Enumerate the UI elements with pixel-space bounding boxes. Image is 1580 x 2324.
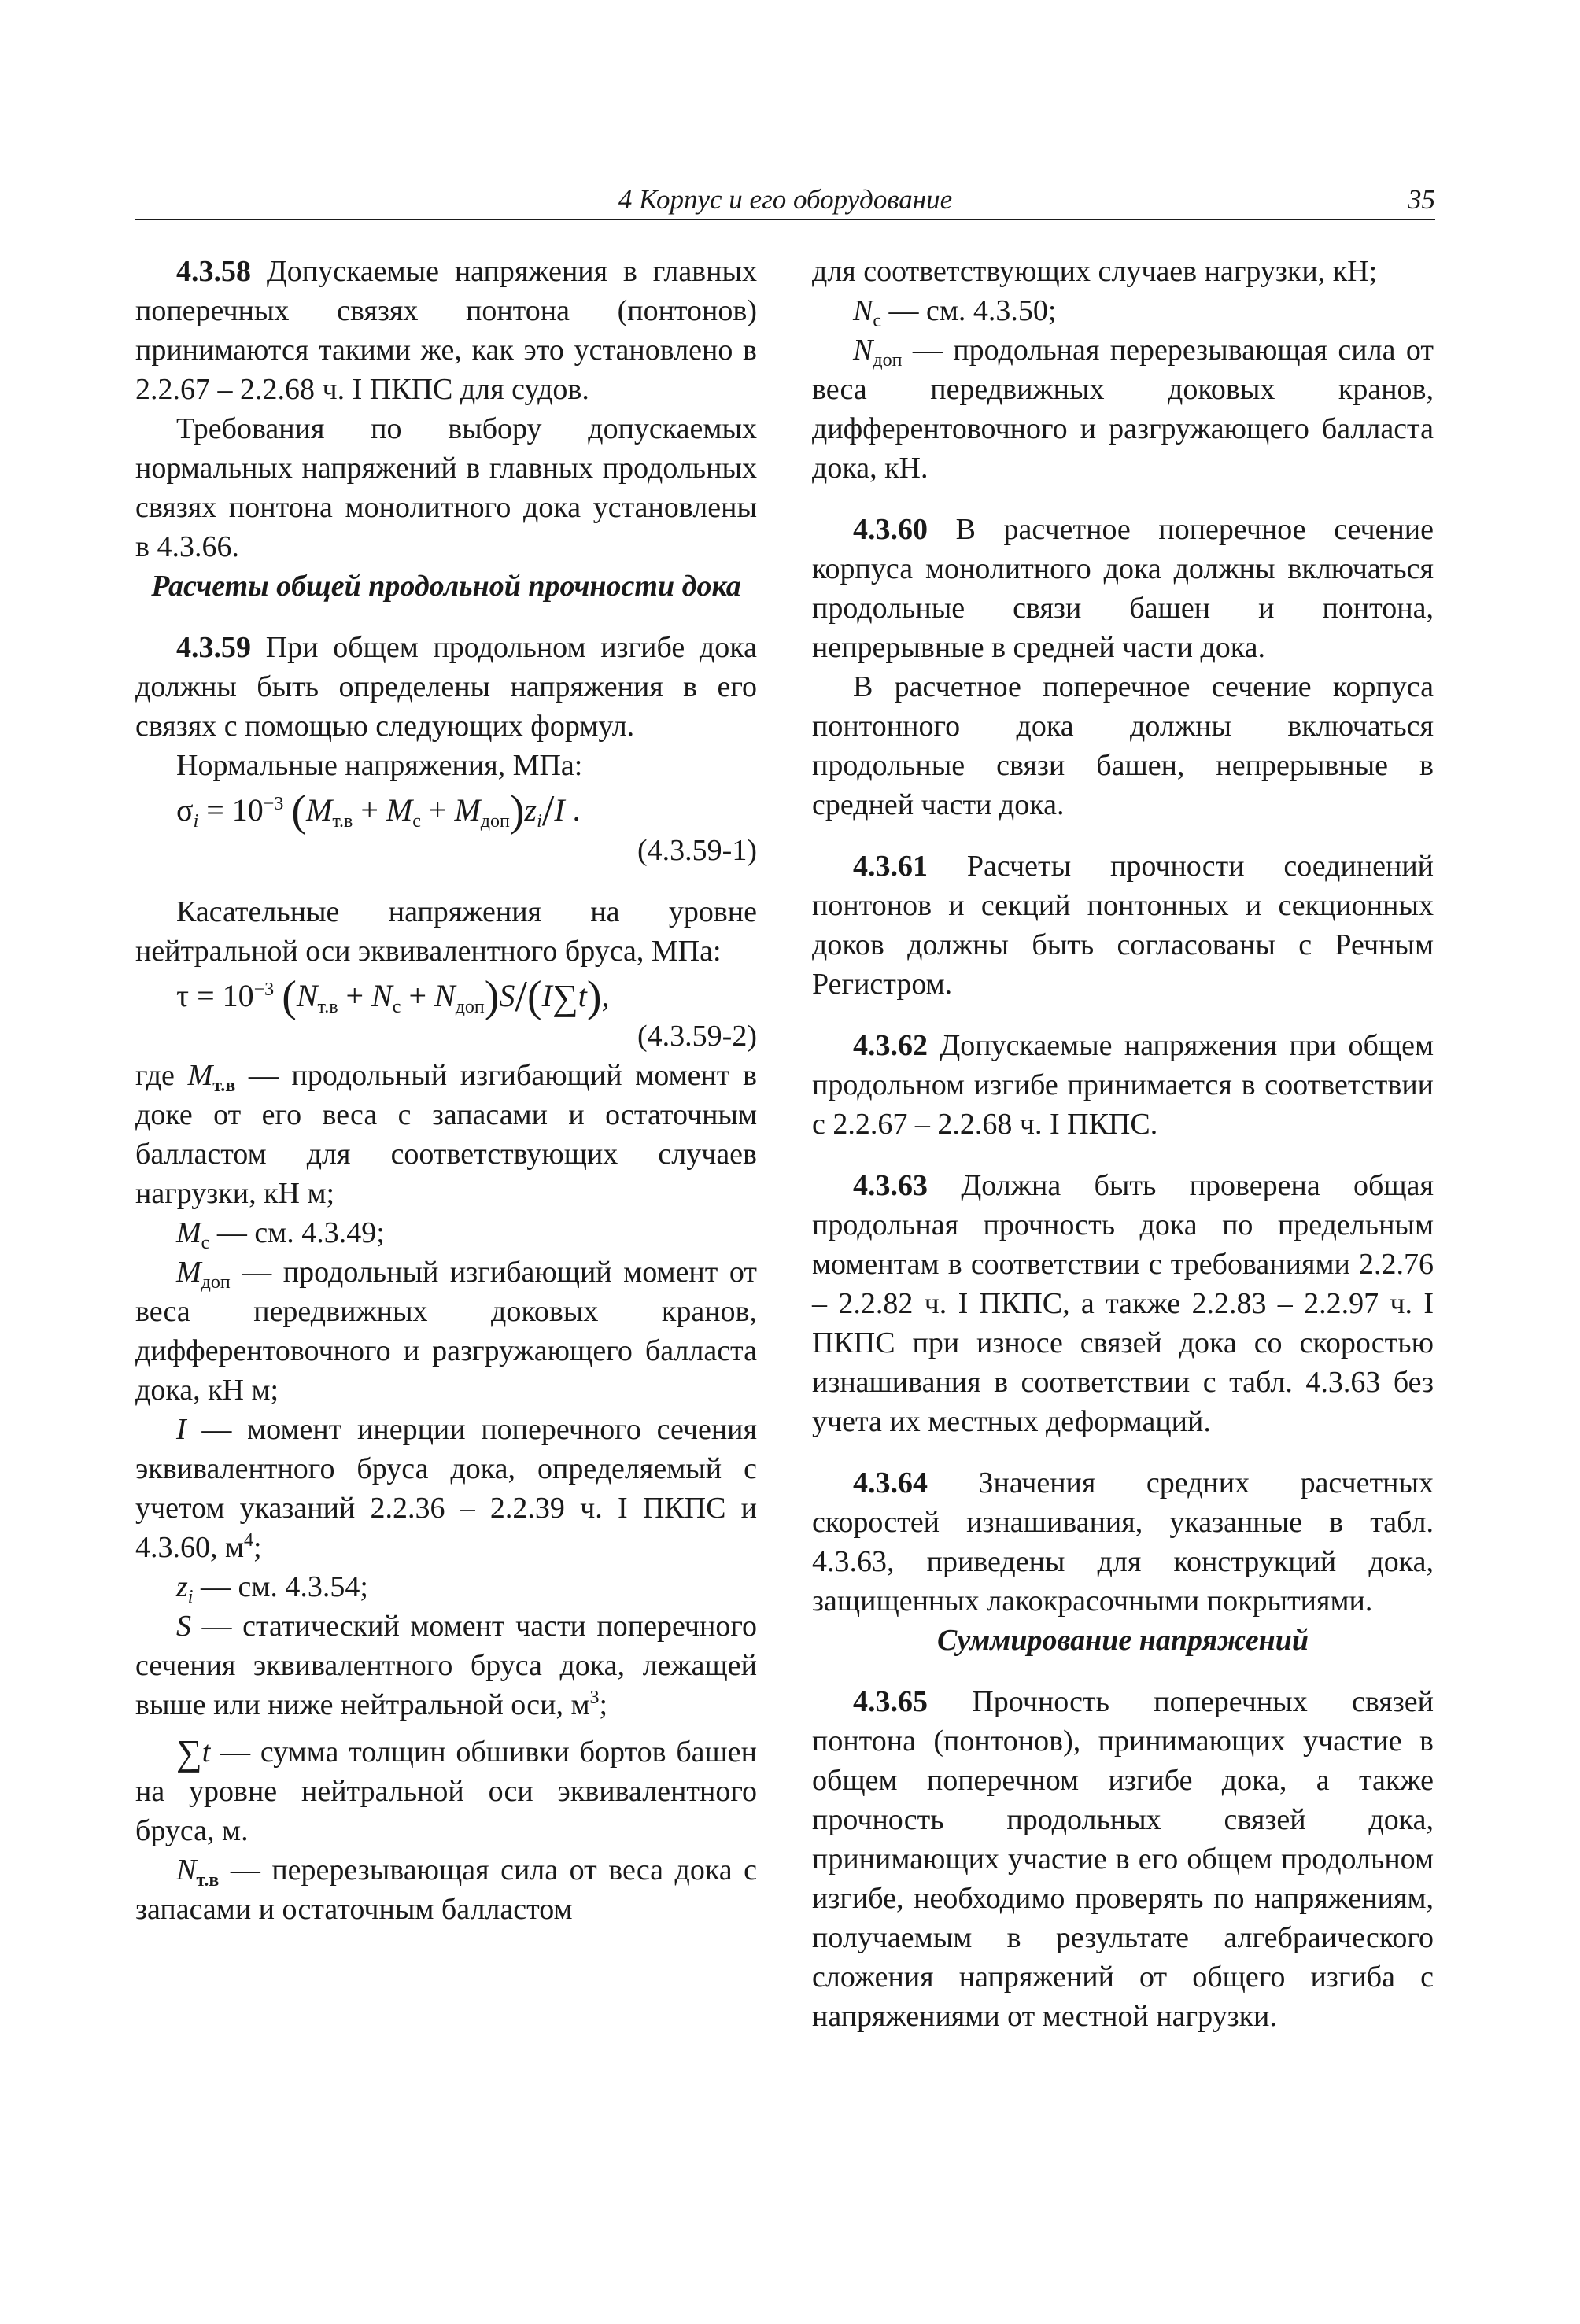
- clause-text: Расчеты прочности соединений понтонов и секций понтонных и секционных доков должны быть согласованы с Речным Регистром.: [812, 850, 1434, 1001]
- section-heading: Расчеты общей продольной прочности дока: [151, 570, 741, 603]
- clause-text: Допускаемые напряжения в главных поперечных связях понтона (понтонов) принимаются такими же, как это установлено в 2.2.67 – 2.2.68 ч. I ПКПС для судов.: [135, 255, 757, 406]
- left-column: [135, 252, 757, 1929]
- paragraph: Нормальные напряжения, МПа:: [176, 749, 583, 782]
- paragraph: Касательные напряжения на уровне нейтральной оси эквивалентного бруса, МПа:: [135, 895, 757, 968]
- definition-n-dop: $N_{доп}$ — продольная перерезывающая сила от веса передвижных доковых кранов, дифферентовочного и разгружающего балласта дока, кН.: [812, 334, 1434, 485]
- clause-text: Допускаемые напряжения при общем продольном изгибе принимается в соответствии с 2.2.67 – 2.2.68 ч. I ПКПС.: [812, 1029, 1434, 1141]
- running-head-title: 4 Корпус и его оборудование: [618, 184, 953, 215]
- clause-number: 4.3.58: [176, 255, 251, 288]
- clause-number: 4.3.59: [176, 631, 251, 664]
- definition-s: S — статический момент части поперечного сечения эквивалентного бруса дока, лежащей выше или ниже нейтральной оси, $м^3$;: [135, 1610, 757, 1721]
- running-head: [135, 184, 1435, 220]
- clause-4-3-59: [135, 628, 757, 746]
- clause-text: Должна быть проверена общая продольная прочность дока по предельным моментам в соответствии с требованиями 2.2.76 – 2.2.82 ч. I ПКПС, а также 2.2.83 – 2.2.97 ч. I ПКПС при износе связей дока со скоростью изнашивания в соответствии с табл. 4.3.63 без учета их местных деформаций.: [812, 1169, 1434, 1438]
- clause-number: 4.3.65: [853, 1685, 928, 1718]
- page-number: 35: [1408, 184, 1435, 215]
- clause-number: 4.3.61: [853, 850, 928, 883]
- definition-zi: $z_i$ — см. 4.3.54;: [176, 1570, 368, 1607]
- definition-n-tv: $N_{т.в}$ — перерезывающая сила от веса дока с запасами и остаточным балластом: [135, 1854, 757, 1926]
- definition-m-dop: $M_{доп}$ — продольный изгибающий момент от веса передвижных доковых кранов, дифферентовочного и разгружающего балласта дока, кН м;: [135, 1256, 757, 1407]
- clause-4-3-64: [812, 1463, 1434, 1621]
- definition-n-c: $N_с$ — см. 4.3.50;: [853, 294, 1057, 331]
- section-heading: Суммирование напряжений: [937, 1624, 1309, 1657]
- clause-4-3-63: [812, 1166, 1434, 1441]
- definition-m-c: $M_с$ — см. 4.3.49;: [176, 1216, 385, 1253]
- clause-number: 4.3.60: [853, 513, 928, 546]
- clause-text: Прочность поперечных связей понтона (понтонов), принимающих участие в общем поперечном изгибе дока, а также прочность продольных связей дока, принимающих участие в его общем продольном изгибе, необходимо проверять по напряжениям, получаемым в результате алгебраического сложения напряжений от общего изгиба с напряжениями от местной нагрузки.: [812, 1685, 1434, 2033]
- clause-number: 4.3.63: [853, 1169, 928, 1202]
- clause-4-3-61: [812, 847, 1434, 1004]
- formula-normal-stress: $\sigma_i = 10^{-3}$ $(M_{т.в} + M_с + M_{доп})z_i/I$ .: [176, 787, 581, 836]
- clause-4-3-62: [812, 1026, 1434, 1144]
- clause-4-3-65: [812, 1682, 1434, 2036]
- paragraph: Требования по выбору допускаемых нормальных напряжений в главных продольных связях понтона монолитного дока установлены в 4.3.66.: [135, 412, 757, 563]
- paragraph: для соответствующих случаев нагрузки, кН;: [812, 255, 1378, 288]
- right-column: [812, 252, 1434, 2036]
- clause-text: При общем продольном изгибе дока должны быть определены напряжения в его связях с помощью следующих формул.: [135, 631, 757, 743]
- equation-number: (4.3.59-2): [637, 1020, 757, 1053]
- formula-shear-stress: $\tau = 10^{-3}$ $(N_{т.в} + N_с + N_{доп})S/(I\sum t)$,: [176, 972, 610, 1021]
- clause-4-3-60: [812, 510, 1434, 667]
- definition-i: I — момент инерции поперечного сечения эквивалентного бруса дока, определяемый с учетом указаний 2.2.36 – 2.2.39 ч. I ПКПС и 4.3.60, $м^4$;: [135, 1413, 757, 1564]
- definition-m-tv: где $M_{т.в}$ — продольный изгибающий момент в доке от его веса с запасами и остаточным балластом для соответствующих случаев нагрузки, кН м;: [135, 1059, 757, 1210]
- definition-sum-t: ∑t — сумма толщин обшивки бортов башен на уровне нейтральной оси эквивалентного бруса, м.: [135, 1732, 757, 1847]
- paragraph: В расчетное поперечное сечение корпуса понтонного дока должны включаться продольные связи башен, непрерывные в средней части дока.: [812, 670, 1434, 821]
- equation-number: (4.3.59-1): [637, 834, 757, 867]
- clause-number: 4.3.62: [853, 1029, 928, 1062]
- clause-text: Значения средних расчетных скоростей изнашивания, указанные в табл. 4.3.63, приведены для конструкций дока, защищенных лакокрасочными покрытиями.: [812, 1466, 1434, 1618]
- clause-4-3-58: [135, 252, 757, 409]
- clause-text: В расчетное поперечное сечение корпуса монолитного дока должны включаться продольные связи башен и понтона, непрерывные в средней части дока.: [812, 513, 1434, 664]
- clause-number: 4.3.64: [853, 1466, 928, 1500]
